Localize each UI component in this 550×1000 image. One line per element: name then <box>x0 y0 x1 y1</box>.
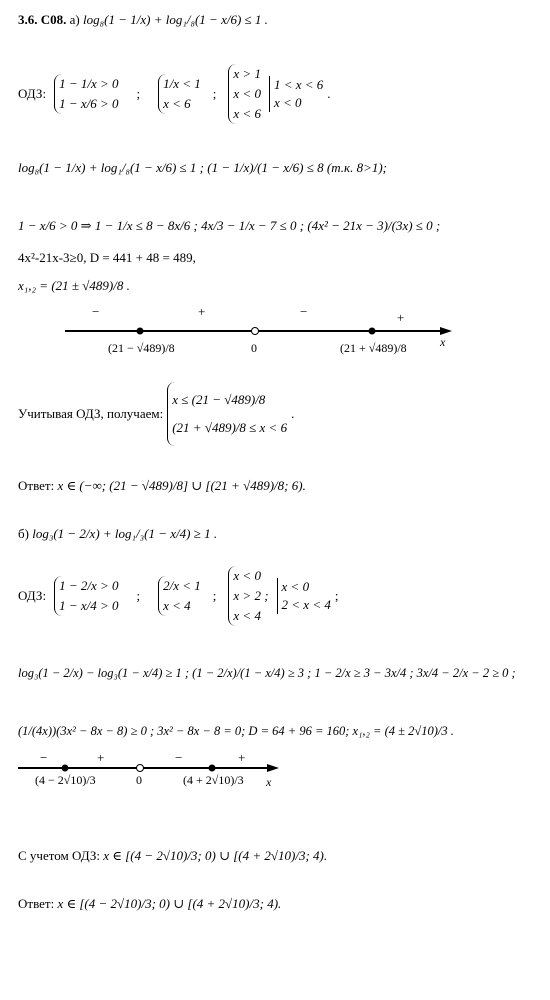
sign-label: − <box>92 304 100 319</box>
sign-label: − <box>175 752 183 765</box>
axis-label: (4 + 2√10)/3 <box>183 773 244 787</box>
odz-a-system-3 <box>228 64 261 124</box>
part-b-header <box>18 526 217 542</box>
step-b-2: (1/(4x))(3x² − 8x − 8) ≥ 0 ; 3x² − 8x − 8 = 0; D = 64 + 96 = 160; x₁,₂ = (4 ± 2√10)/3 . <box>18 724 454 738</box>
consider-system <box>167 382 287 446</box>
sign-label: − <box>300 304 308 319</box>
system-row: x < 6 <box>233 106 261 121</box>
answer-b-value: x ∈ [(4 − 2√10)/3; 0) ∪ [(4 + 2√10)/3; 4). <box>57 896 282 911</box>
number-line-a <box>0 300 550 380</box>
part-b-label: б) <box>18 526 29 541</box>
odz-a-label: ОДЗ: <box>18 86 47 101</box>
roots-a: x₁,₂ = (21 ± √489)/8 . <box>18 278 130 293</box>
union-row: 1 < x < 6 <box>273 77 324 92</box>
system-row: x < 4 <box>233 608 261 623</box>
union-row: x < 0 <box>281 579 310 594</box>
odz-b-label: ОДЗ: <box>18 588 47 603</box>
odz-b-union <box>277 578 331 614</box>
axis-label: 0 <box>136 773 142 787</box>
odz-a-block: ОДЗ: 1 − 1/x > 0 1 − x/6 > 0 ; 1/x < 1 x < 6 ; x > 1 x < 0 x < 6 1 < x < 6 x < 0 . <box>18 64 331 124</box>
sign-label: + <box>97 752 105 765</box>
step-a-1: log₈(1 − 1/x) + log₁/₈(1 − x/6) ≤ 1 ; (1 − 1/x)/(1 − x/6) ≤ 8 (т.к. 8>1); <box>18 160 388 175</box>
sign-label: + <box>198 304 206 319</box>
axis-label: (21 + √489)/8 <box>340 341 407 355</box>
system-row: x > 1 <box>233 66 261 81</box>
filled-point-icon <box>369 328 376 335</box>
system-row: x < 6 <box>163 96 191 111</box>
odz-b-block: ОДЗ: 1 − 2/x > 0 1 − x/4 > 0 ; 2/x < 1 x < 4 ; x < 0 x > 2 ; x < 4 x < 0 2 < x < 4 ; <box>18 566 338 626</box>
consider-block: Учитывая ОДЗ, получаем: x ≤ (21 − √489)/8 (21 + √489)/8 ≤ x < 6 . <box>18 382 294 446</box>
step-b-1: log₃(1 − 2/x) − log₃(1 − x/4) ≥ 1 ; (1 − 2/x)/(1 − x/4) ≥ 3 ; 1 − 2/x ≥ 3 − 3x/4 ; 3x/4 − 2/x − 2 ≥ 0 ; <box>18 666 516 680</box>
odz-b-system-3 <box>228 566 268 626</box>
odz-result-value: x ∈ [(4 − 2√10)/3; 0) ∪ [(4 + 2√10)/3; 4). <box>103 848 328 863</box>
system-row: 1 − 1/x > 0 <box>59 76 119 91</box>
axis-label: x <box>440 335 446 349</box>
union-row: 2 < x < 4 <box>281 597 331 612</box>
odz-a-system-1 <box>54 74 118 114</box>
sign-label: + <box>238 752 246 765</box>
system-row: (21 + √489)/8 ≤ x < 6 <box>172 420 288 435</box>
axis-label: x <box>266 775 272 789</box>
odz-a-union <box>269 76 323 112</box>
open-point-icon <box>252 328 259 335</box>
filled-point-icon <box>209 765 216 772</box>
answer-a-value: x ∈ (−∞; (21 − √489)/8] ∪ [(21 + √489)/8; 6). <box>57 478 306 493</box>
system-row: x < 4 <box>163 598 191 613</box>
answer-b <box>18 896 281 912</box>
number-line-b <box>0 752 550 822</box>
arrow-right-icon <box>440 327 452 335</box>
system-row: x < 0 <box>233 568 261 583</box>
system-row: 1 − 2/x > 0 <box>59 578 119 593</box>
problem-number: 3.6. C08. <box>18 12 67 27</box>
filled-point-icon <box>62 765 69 772</box>
consider-label: Учитывая ОДЗ, получаем: <box>18 406 164 421</box>
filled-point-icon <box>137 328 144 335</box>
arrow-right-icon <box>267 764 279 772</box>
step-a-2: 1 − x/6 > 0 ⇒ 1 − 1/x ≤ 8 − 8x/6 ; 4x/3 − 1/x − 7 ≤ 0 ; (4x² − 21x − 3)/(3x) ≤ 0 ; <box>18 218 441 233</box>
axis-label: 0 <box>251 341 257 355</box>
sign-label: + <box>397 310 405 325</box>
system-row: 1 − x/4 > 0 <box>59 598 119 613</box>
system-row: 1 − x/6 > 0 <box>59 96 119 111</box>
inequality-b: log₃(1 − 2/x) + log₁/₃(1 − x/4) ≥ 1 . <box>32 526 218 541</box>
answer-b-label: Ответ: <box>18 896 55 911</box>
odz-result-b <box>18 848 327 864</box>
answer-a-label: Ответ: <box>18 478 55 493</box>
system-row: 1/x < 1 <box>163 76 201 91</box>
odz-result-label: С учетом ОДЗ: <box>18 848 101 863</box>
odz-b-system-1 <box>54 576 118 616</box>
axis-label: (21 − √489)/8 <box>108 341 175 355</box>
odz-a-system-2 <box>158 74 201 114</box>
odz-b-system-2 <box>158 576 201 616</box>
axis-label: (4 − 2√10)/3 <box>35 773 96 787</box>
union-row: x < 0 <box>273 95 302 110</box>
system-row: 2/x < 1 <box>163 578 201 593</box>
open-point-icon <box>137 765 144 772</box>
inequality-a: log₈(1 − 1/x) + log₁/₈(1 − x/6) ≤ 1 . <box>83 12 268 27</box>
problem-header <box>18 12 268 28</box>
system-row: x < 0 <box>233 86 261 101</box>
system-row: x ≤ (21 − √489)/8 <box>172 392 266 407</box>
part-a-label: а) <box>69 12 80 27</box>
line-equation-a: 4x²-21x-3≥0, D = 441 + 48 = 489, <box>18 250 196 265</box>
system-row: x > 2 ; <box>233 588 269 603</box>
sign-label: − <box>40 752 48 765</box>
answer-a <box>18 478 306 494</box>
